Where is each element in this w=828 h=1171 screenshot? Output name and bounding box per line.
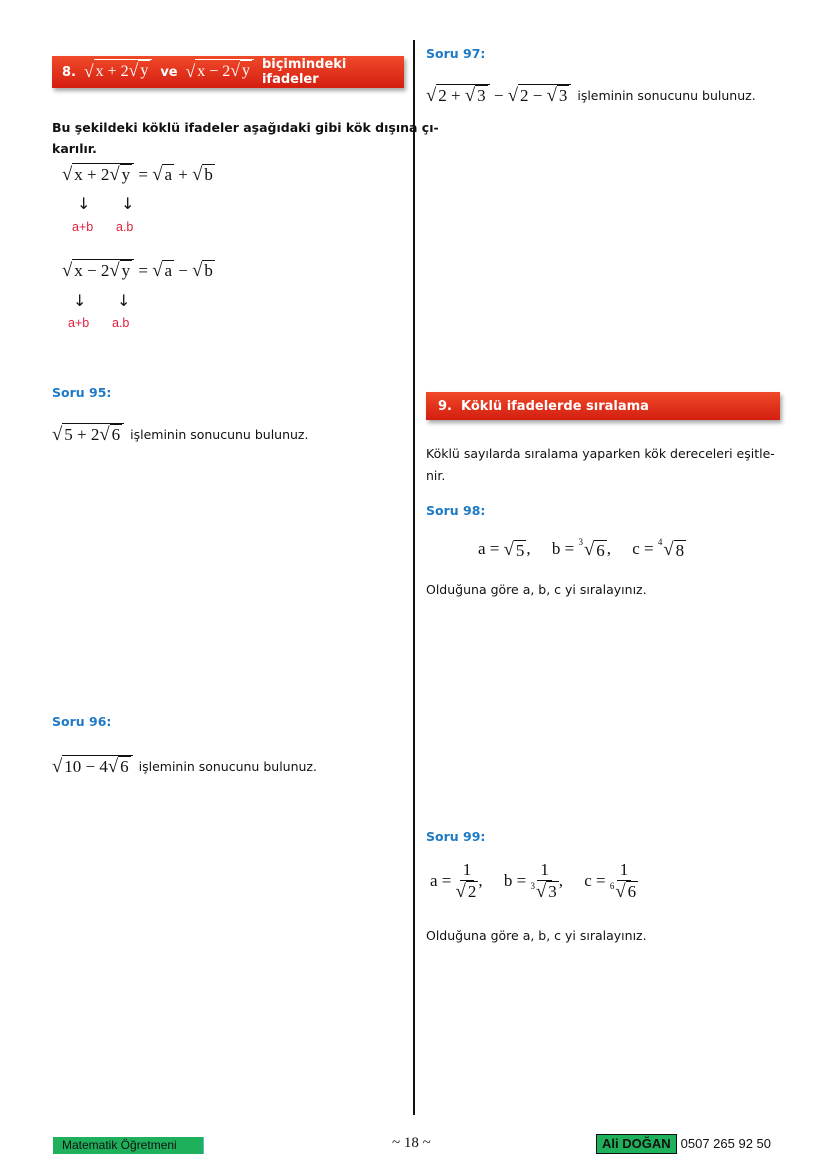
expr-part: 3: [477, 86, 486, 106]
numerator: 1: [617, 860, 632, 881]
expr-part: y: [121, 165, 131, 185]
section-8-banner: [52, 56, 404, 88]
question-98-formula: a = √ 5 , b = 3 √ 6 , c = 4 √ 8: [478, 537, 685, 561]
intro-line: nir.: [426, 468, 446, 483]
label-product: a.b: [112, 316, 130, 330]
question-96-label: Soru 96:: [52, 714, 112, 729]
expr-part: 6: [596, 540, 605, 560]
banner-expression-2: √ x − 2 √ y: [186, 59, 254, 85]
question-97-label: Soru 97:: [426, 46, 486, 61]
question-95-label: Soru 95:: [52, 385, 112, 400]
expr-part: 6: [120, 757, 129, 777]
expr-part: y: [121, 261, 131, 281]
expr-part: 6: [111, 425, 121, 445]
separator: ,: [558, 871, 564, 891]
expr-part: x − 2: [197, 63, 231, 80]
expr-part: 3: [558, 86, 568, 106]
root-index: 6: [609, 881, 615, 892]
expr-part: 10 − 4: [64, 757, 108, 776]
section-8-intro: [52, 117, 439, 159]
label-sum: a+b: [68, 316, 90, 330]
operator: −: [489, 86, 508, 105]
arrow-down-icon: ↓: [117, 291, 131, 310]
expr-part: x + 2: [95, 63, 129, 80]
arrow-down-icon: ↓: [121, 194, 135, 213]
question-97: √ 2 + √ 3 − √ 2 − √ 3 işleminin sonucunu bulunuz.: [426, 85, 756, 106]
expr-part: c =: [632, 539, 658, 558]
expr-part: x − 2: [74, 261, 110, 280]
question-95: √ 5 + 2 √ 6 işleminin sonucunu bulunuz.: [52, 424, 309, 445]
equals: =: [134, 261, 153, 280]
expr-part: a: [164, 261, 173, 281]
column-divider: [413, 40, 415, 1115]
root-index: 3: [530, 881, 535, 892]
page-number: ~ 18 ~: [392, 1135, 431, 1151]
expr-part: b: [204, 261, 213, 281]
question-98-label: Soru 98:: [426, 503, 486, 518]
footer-author: Ali DOĞAN: [596, 1134, 677, 1154]
expr-part: 3: [548, 882, 557, 902]
question-99-label: Soru 99:: [426, 829, 486, 844]
question-98-text: Olduğuna göre a, b, c yi sıralayınız.: [426, 582, 647, 597]
expr-part: y: [241, 62, 250, 80]
intro-line: karılır.: [52, 141, 97, 156]
expr-part: 2 +: [438, 86, 465, 105]
expr-part: a: [164, 165, 173, 185]
section-number: 8.: [62, 64, 76, 80]
expr-part: x + 2: [74, 165, 110, 184]
root-index: 3: [578, 537, 583, 547]
expr-part: 6: [627, 882, 637, 902]
question-99-formula: a = 1 √ 2 , b = 1 3 √ 3 , c = 1 6 √ 6: [430, 860, 637, 903]
question-99-text: Olduğuna göre a, b, c yi sıralayınız.: [426, 928, 647, 943]
expr-part: 8: [675, 540, 685, 560]
intro-line: Köklü sayılarda sıralama yaparken kök dereceleri eşitle-: [426, 446, 775, 461]
separator: ,: [526, 539, 531, 558]
section-9-banner: 9. Köklü ifadelerde sıralama: [426, 392, 780, 420]
numerator: 1: [460, 860, 475, 881]
formula-difference: √ x − 2 √ y = √ a − √ b: [62, 260, 213, 281]
label-product: a.b: [116, 220, 134, 234]
expr-part: b =: [503, 871, 531, 891]
footer-phone: 0507 265 92 50: [680, 1136, 771, 1151]
operator: −: [174, 261, 193, 280]
arrow-down-icon: ↓: [73, 291, 87, 310]
expr-part: y: [140, 62, 149, 80]
section-title: biçimindeki ifadeler: [261, 57, 347, 87]
expr-part: 5: [515, 540, 525, 560]
arrow-down-icon: ↓: [77, 194, 91, 213]
question-text: işleminin sonucunu bulunuz.: [130, 427, 309, 442]
expr-part: c =: [584, 871, 610, 891]
expr-part: a =: [478, 539, 504, 558]
operator: +: [174, 165, 193, 184]
expr-part: b =: [551, 539, 579, 558]
root-index: 4: [657, 537, 663, 547]
intro-line: Bu şekildeki köklü ifadeler aşağıdaki gibi kök dışına çı-: [52, 120, 439, 135]
banner-expression-1: √ x + 2 √ y: [84, 59, 152, 85]
connector: ve: [160, 64, 178, 80]
expr-part: a =: [430, 871, 456, 891]
expr-part: b: [204, 165, 213, 185]
label-sum: a+b: [72, 220, 94, 234]
section-9-intro: [426, 443, 775, 487]
equals: =: [134, 165, 153, 184]
footer-contact: [596, 1134, 771, 1154]
numerator: 1: [537, 860, 552, 881]
footer-role: Matematik Öğretmeni: [53, 1137, 204, 1154]
question-96: √ 10 − 4 √ 6 işleminin sonucunu bulunuz.: [52, 756, 317, 777]
expr-part: 2: [467, 882, 477, 902]
expr-part: 2 −: [519, 86, 547, 105]
separator: ,: [478, 871, 483, 891]
formula-sum: √ x + 2 √ y = √ a + √ b: [62, 164, 213, 185]
question-text: işleminin sonucunu bulunuz.: [577, 88, 756, 103]
separator: ,: [606, 539, 612, 558]
question-text: işleminin sonucunu bulunuz.: [138, 759, 317, 774]
expr-part: 5 + 2: [64, 425, 100, 444]
